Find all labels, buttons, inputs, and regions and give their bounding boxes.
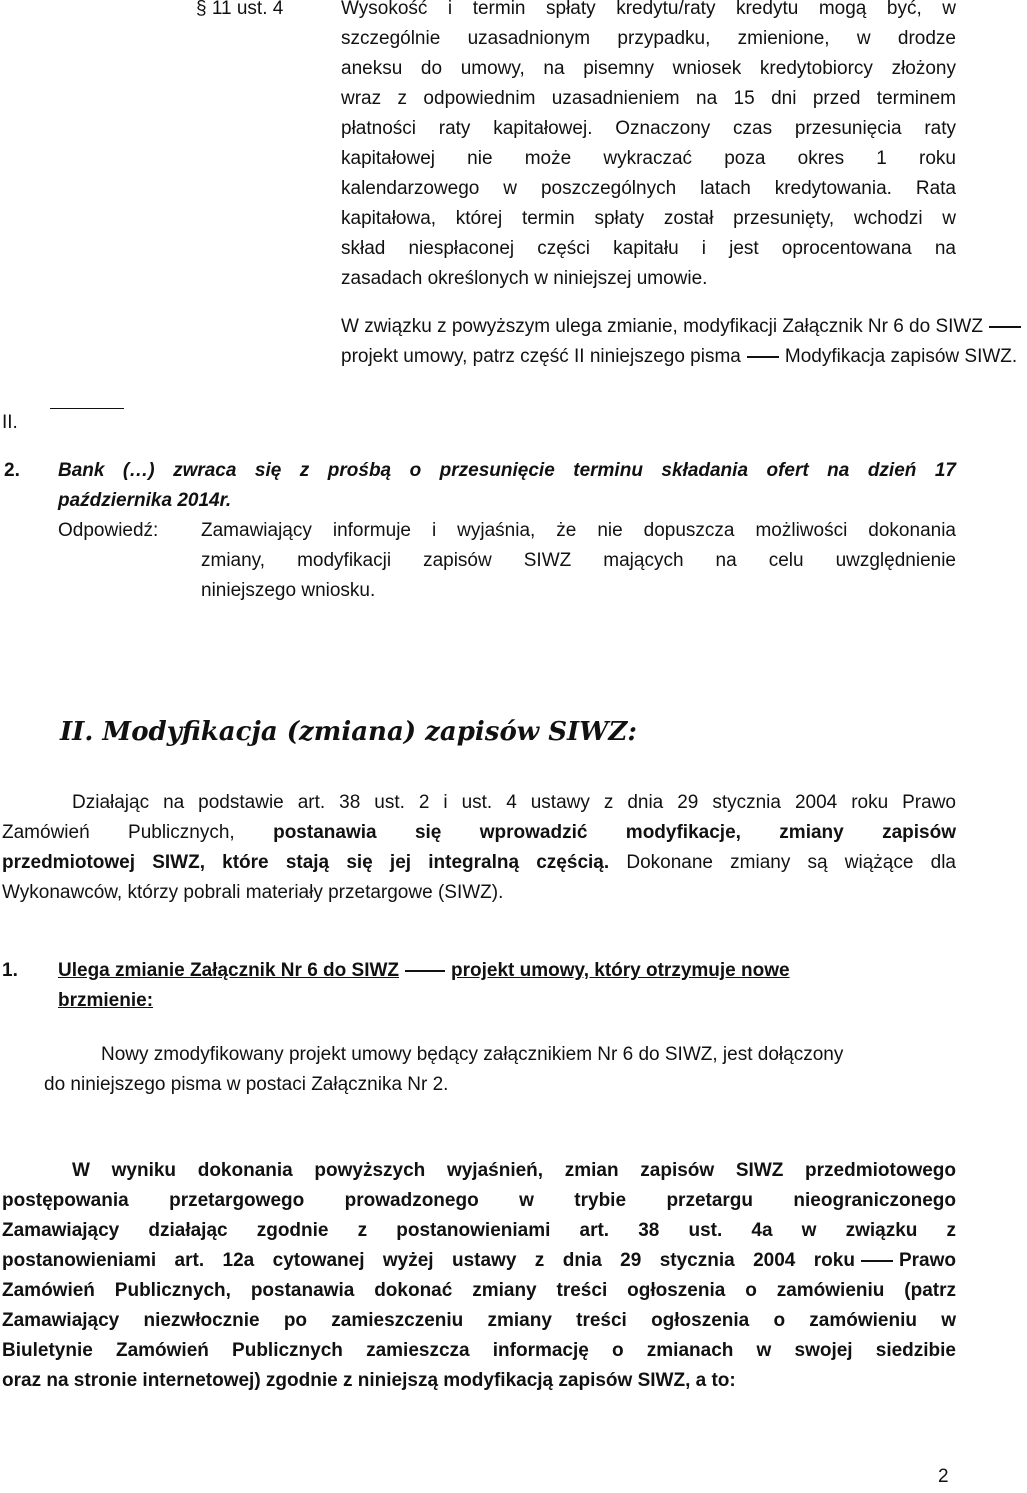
clause-line: płatności raty kapitałowej. Oznaczony czas przesunięcia raty <box>341 118 956 139</box>
roman-marker: II. <box>2 412 18 433</box>
closing-line: Biuletynie Zamówień Publicznych zamieszcza informację o zmianach w swojej siedzibie <box>2 1340 956 1361</box>
intro-line: przedmiotowej SIWZ, które stają się jej integralną częścią. Dokonane zmiany są wiążące dla <box>2 852 956 873</box>
item-number: 1. <box>2 960 18 981</box>
item-body-line: do niniejszego pisma w postaci Załącznika Nr 2. <box>44 1074 449 1095</box>
closing-line: postanowieniami art. 12a cytowanej wyżej ustawy z dnia 29 stycznia 2004 roku Prawo <box>2 1250 956 1271</box>
clause-line: zasadach określonych w niniejszej umowie. <box>341 268 708 289</box>
section-sign: § <box>196 0 207 19</box>
clause-line: szczególnie uzasadnionym przypadku, zmienione, w drodze <box>341 28 956 49</box>
answer-label: Odpowiedź: <box>58 520 159 541</box>
short-rule <box>50 408 124 409</box>
clause-line: kapitałowa, której termin spłaty został przesunięty, wchodzi w <box>341 208 956 229</box>
closing-line: W wyniku dokonania powyższych wyjaśnień, zmian zapisów SIWZ przedmiotowego <box>72 1160 956 1181</box>
answer-line: zmiany, modyfikacji zapisów SIWZ mających na celu uwzględnienie <box>201 550 956 571</box>
em-dash <box>405 970 445 972</box>
closing-line: Zamówień Publicznych, postanawia dokonać zmiany treści ogłoszenia o zamówieniu (patrz <box>2 1280 956 1301</box>
page-number: 2 <box>938 1466 949 1487</box>
closing-line: oraz na stronie internetowej) zgodnie z niniejszą modyfikacją zapisów SIWZ, a to: <box>2 1370 736 1391</box>
clause-line: kalendarzowego w poszczególnych latach kredytowania. Rata <box>341 178 956 199</box>
paragraph-reference <box>196 0 283 24</box>
reference-text: 11 ust. 4 <box>211 0 284 19</box>
intro-line: Działając na podstawie art. 38 ust. 2 i ust. 4 ustawy z dnia 29 stycznia 2004 roku Prawo <box>72 792 956 813</box>
em-dash <box>861 1260 893 1262</box>
question-text-line: Bank (…) zwraca się z prośbą o przesunięcie terminu składania ofert na dzień 17 <box>58 460 956 481</box>
intro-line: Zamówień Publicznych, postanawia się wprowadzić modyfikacje, zmiany zapisów <box>2 822 956 843</box>
item-heading-line: brzmienie: <box>58 990 154 1011</box>
question-text-line: października 2014r. <box>58 490 232 511</box>
closing-line: Zamawiający niezwłocznie po zamieszczeniu zmiany treści ogłoszenia o zamówieniu w <box>2 1310 956 1331</box>
answer-line: Zamawiający informuje i wyjaśnia, że nie dopuszcza możliwości dokonania <box>201 520 956 541</box>
clause-line: Wysokość i termin spłaty kredytu/raty kredytu mogą być, w <box>341 0 956 19</box>
item-body-line: Nowy zmodyfikowany projekt umowy będący załącznikiem Nr 6 do SIWZ, jest dołączony <box>101 1044 844 1065</box>
closing-line: Zamawiający działając zgodnie z postanowieniami art. 38 ust. 4a w związku z <box>2 1220 956 1241</box>
clause-line: skład niespłaconej części kapitału i jest oprocentowana na <box>341 238 956 259</box>
item-heading-line: Ulega zmianie Załącznik Nr 6 do SIWZ projekt umowy, który otrzymuje nowe <box>58 960 790 981</box>
change-note-line: W związku z powyższym ulega zmianie, modyfikacji Załącznik Nr 6 do SIWZ <box>341 312 1027 342</box>
intro-line: Wykonawców, którzy pobrali materiały przetargowe (SIWZ). <box>2 882 504 903</box>
clause-line: kapitałowej nie może wykraczać poza okres 1 roku <box>341 148 956 169</box>
closing-line: postępowania przetargowego prowadzonego w trybie przetargu nieograniczonego <box>2 1190 956 1211</box>
section-heading: II. Modyfikacja (zmiana) zapisów SIWZ: <box>60 717 637 747</box>
clause-line: aneksu do umowy, na pisemny wniosek kredytobiorcy złożony <box>341 58 956 79</box>
clause-line: wraz z odpowiednim uzasadnieniem na 15 dni przed terminem <box>341 88 956 109</box>
em-dash <box>747 356 779 358</box>
answer-line: niniejszego wniosku. <box>201 580 376 601</box>
change-note-line: projekt umowy, patrz część II niniejszego pisma Modyfikacja zapisów SIWZ. <box>341 346 1018 367</box>
question-number: 2. <box>4 460 20 481</box>
em-dash <box>989 326 1021 328</box>
